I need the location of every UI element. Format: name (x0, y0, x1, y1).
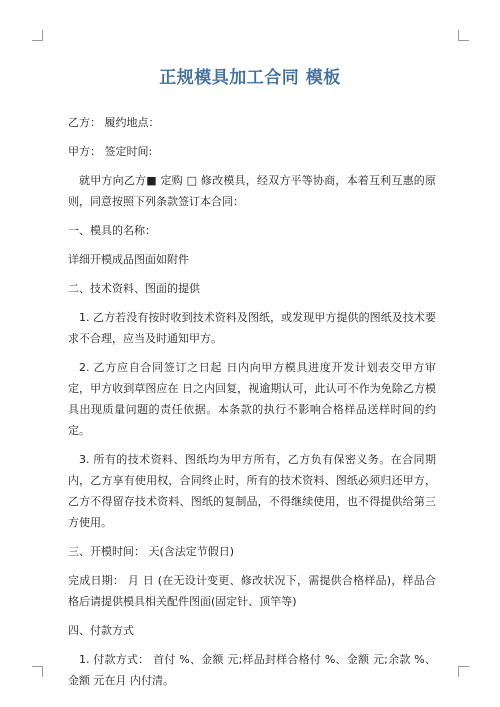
crop-mark-bottom-right (458, 666, 469, 677)
section-heading-technical-data: 二、技术资料、图面的提供 (68, 282, 200, 295)
crop-mark-bottom-left (32, 666, 43, 677)
clause-2-3: 3. 所有的技术资料、图纸均为甲方所有，乙方负有保密义务。在合同期内，乙方享有使用权，合同终止时，所有的技术资料、图纸必须归还甲方，乙方不得留存技术资料、图纸的复制品，不得继续使用，也不得提供给第三方使用。 (68, 453, 436, 529)
section-heading-payment: 四、付款方式 (68, 624, 134, 637)
document-body (68, 112, 436, 699)
completion-date-paragraph: 完成日期： 月 日 (在无设计变更、修改状况下，需提供合格样品)，样品合格后请提供模具相关配件图面(固定针、顶竿等) (68, 574, 436, 608)
crop-mark-top-left (32, 30, 43, 41)
party-a-line: 甲方： 签定时间: (68, 145, 153, 158)
crop-mark-top-right (458, 30, 469, 41)
clause-4-1: 1. 付款方式： 首付 %、金额 元;样品封样合格付 %、金额 元;余款 %、金额 元在月 内付清。 (68, 653, 436, 687)
clause-2-2: 2. 乙方应自合同签订之日起 日内向甲方模具进度开发计划表交甲方审定，甲方收到草图应在 日之内回复，视逾期认可，此认可不作为免除乙方模具出现质量问题的责任依据。本条款的执行不影响合格样品送样时间的约定。 (68, 361, 436, 437)
mold-name-detail: 详细开模成品图面如附件 (68, 253, 189, 266)
clause-2-1: 1. 乙方若没有按时收到技术资料及图纸，或发现甲方提供的图纸及技术要求不合理，应当及时通知甲方。 (68, 311, 436, 345)
section-heading-mold-name: 一、模具的名称： (68, 224, 156, 237)
party-b-line: 乙方： 履约地点： (68, 116, 160, 129)
section-heading-mold-time: 三、开模时间： 天(含法定节假日) (68, 545, 235, 558)
document-title: 正规模具加工合同 模板 (159, 68, 341, 88)
intro-paragraph: 就甲方向乙方■ 定购 □ 修改模具，经双方平等协商，本着互利互惠的原则，同意按照下列条款签订本合同： (68, 174, 436, 208)
